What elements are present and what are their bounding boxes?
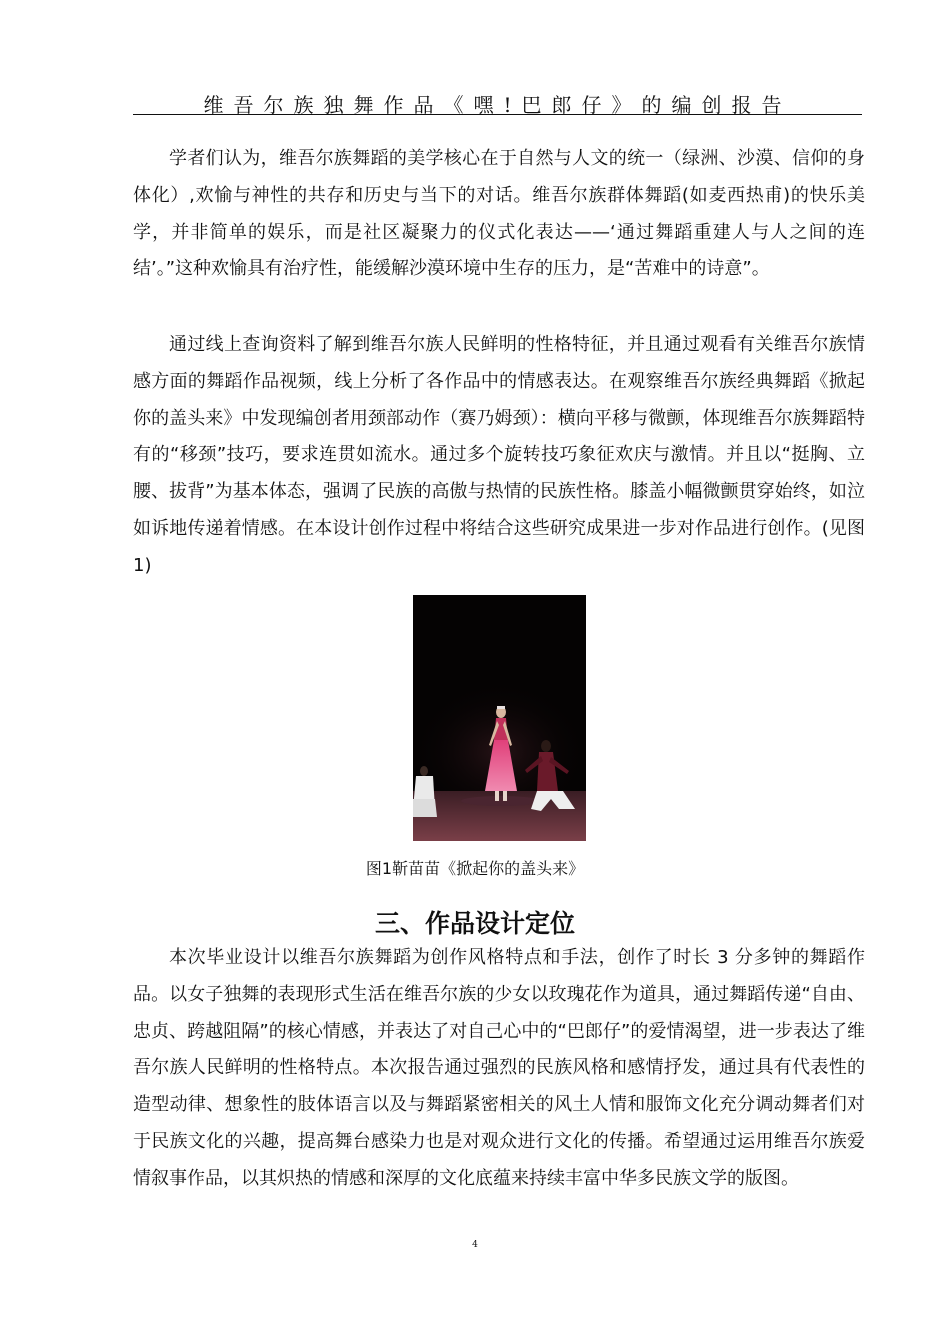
body-paragraph-2: 通过线上查询资料了解到维吾尔族人民鲜明的性格特征，并且通过观看有关维吾尔族情感方面的舞蹈作品视频，线上分析了各作品中的情感表达。在观察维吾尔族经典舞蹈《掀起你的盖头来》中发现编创者用颈部动作（赛乃姆颈）：横向平移与微颤，体现维吾尔族舞蹈特有的“移颈”技巧，要求连贯如流水。通过多个旋转技巧象征欢庆与激情。并且以“挺胸、立腰、拔背”为基本体态，强调了民族的高傲与热情的民族性格。膝盖小幅微颤贯穿始终，如泣如诉地传递着情感。在本设计创作过程中将结合这些研究成果进一步对作品进行创作。(见图1) <box>133 334 865 576</box>
header-rule <box>133 114 862 115</box>
body-paragraph-3: 本次毕业设计以维吾尔族舞蹈为创作风格特点和手法，创作了时长 3 分多钟的舞蹈作品。以女子独舞的表现形式生活在维吾尔族的少女以玫瑰花作为道具，通过舞蹈传递“自由、忠贞、跨越阻隔”的核心情感，并表达了对自己心中的“巴郎仔”的爱情渴望，进一步表达了维吾尔族人民鲜明的性格特点。本次报告通过强烈的民族风格和感情抒发，通过具有代表性的造型动律、想象性的肢体语言以及与舞蹈紧密相关的风土人情和服饰文化充分调动舞者们对于民族文化的兴趣，提高舞台感染力也是对观众进行文化的传播。希望通过运用维吾尔族爱情叙事作品，以其炽热的情感和深厚的文化底蕴来持续丰富中华多民族文学的版图。 <box>133 947 865 1189</box>
body-paragraph-1: 学者们认为，维吾尔族舞蹈的美学核心在于自然与人文的统一（绿洲、沙漠、信仰的身体化）,欢愉与神性的共存和历史与当下的对话。维吾尔族群体舞蹈(如麦西热甫)的快乐美学，并非简单的娱乐，而是社区凝聚力的仪式化表达——‘通过舞蹈重建人与人之间的连结’。”这种欢愉具有治疗性，能缓解沙漠环境中生存的压力，是“苦难中的诗意”。 <box>133 148 865 280</box>
running-header-title: 维吾尔族独舞作品《嘿!巴郎仔》的编创报告 <box>203 93 792 117</box>
section-heading: 三、作品设计定位 <box>374 909 575 938</box>
page-number: 4 <box>472 1240 478 1250</box>
dance-stage-photo <box>413 595 586 841</box>
figure-caption: 图1靳苗苗《掀起你的盖头来》 <box>365 859 585 878</box>
